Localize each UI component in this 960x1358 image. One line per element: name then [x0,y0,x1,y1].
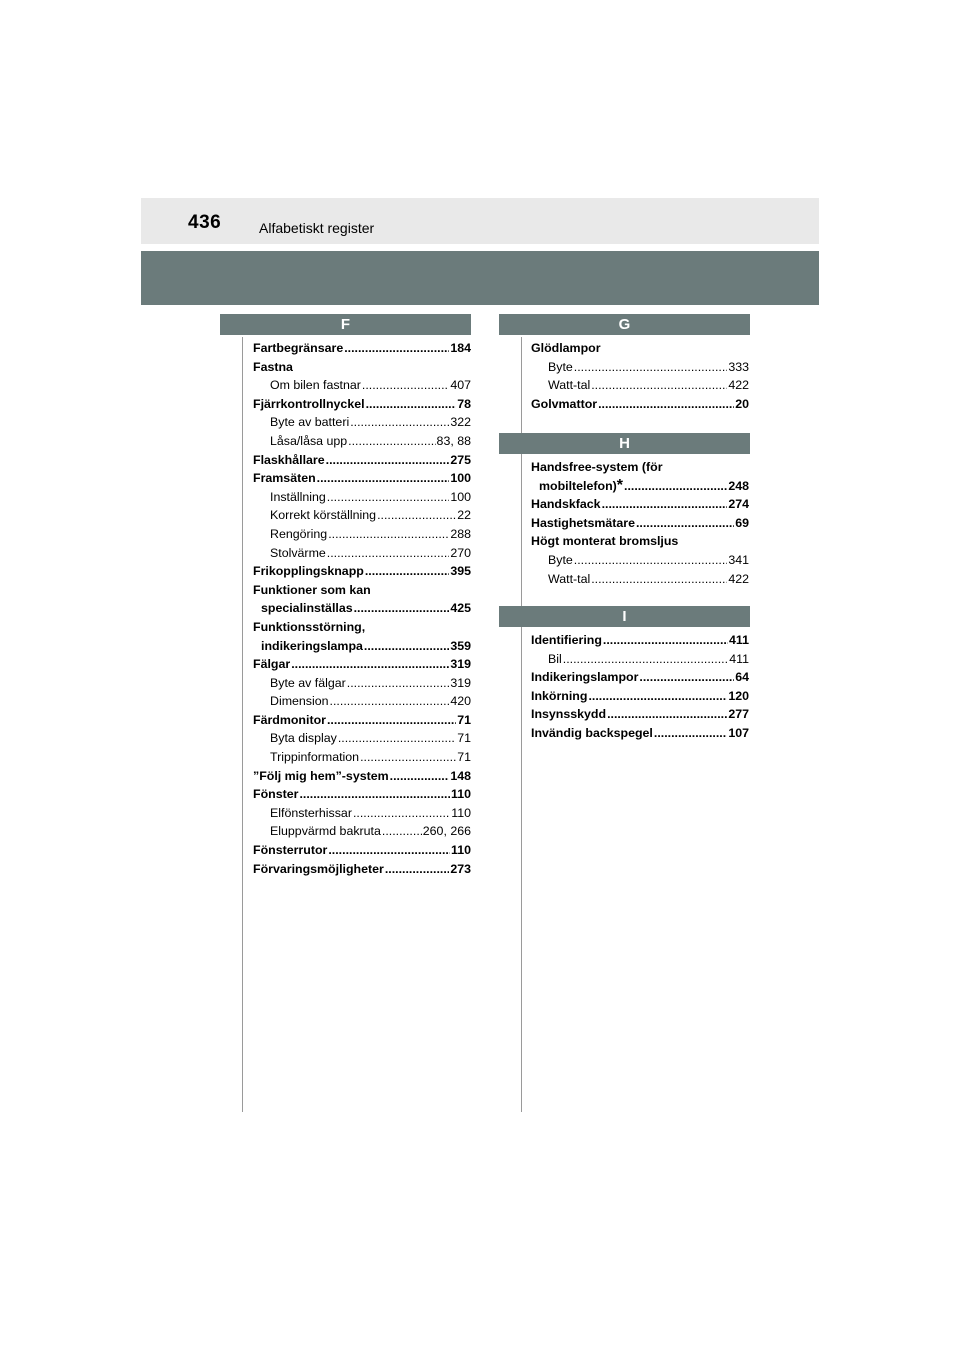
dot-leader [299,785,450,804]
index-term: Byta display [270,731,337,746]
index-entry [253,506,471,525]
index-term: Inställning [270,489,326,504]
index-entry [253,692,471,711]
page-reference[interactable]: 407 [450,378,471,393]
letter-header-h: H [499,433,750,454]
index-term: Funktionsstörning, [253,619,366,634]
page-reference[interactable]: 78 [457,396,471,411]
page-reference[interactable]: 322 [450,415,471,430]
index-entry [531,724,749,743]
page-reference[interactable]: 333 [728,359,749,374]
page-reference[interactable]: 422 [728,571,749,586]
page-reference[interactable]: 148 [450,768,471,783]
page-reference[interactable]: 71 [457,731,471,746]
page-reference[interactable]: 69 [735,515,749,530]
index-term: Färdmonitor [253,712,326,727]
index-term: Funktioner som kan [253,582,371,597]
dot-leader [574,358,728,377]
dot-leader [603,631,728,650]
page-reference[interactable]: 71 [457,712,471,727]
index-entry [253,339,471,358]
dot-leader [327,544,450,563]
index-term: Dimension [270,694,329,709]
index-term: Korrekt körställning [270,508,377,523]
dot-leader [377,506,456,525]
index-term: Elfönsterhissar [270,805,352,820]
index-term: Om bilen fastnar [270,378,361,393]
index-term: Identifiering [531,633,602,647]
index-entry [531,514,749,533]
index-term: Byte [548,359,573,374]
page-reference[interactable]: 288 [450,526,471,541]
page-reference[interactable]: 248 [728,478,749,493]
index-term: Eluppvärmd bakruta [270,824,381,839]
index-term: specialinställas [261,601,353,616]
dot-leader [591,570,727,589]
index-entry [253,525,471,544]
dot-leader [382,822,422,841]
index-entry [253,637,471,656]
index-term: Högt monterat bromsljus [531,534,679,549]
index-entry [253,841,471,860]
page-reference[interactable]: 260, 266 [422,824,471,839]
index-term: Glödlampor [531,341,601,355]
index-entry [531,495,749,514]
dot-leader [654,724,727,743]
page-reference[interactable]: 110 [451,787,471,802]
dot-leader [327,711,456,730]
index-term: ”Följ mig hem”-system [253,768,389,783]
index-entry [253,822,471,841]
index-entry [531,458,749,477]
index-entry [253,748,471,767]
dot-leader [385,860,449,879]
dot-leader [624,477,727,496]
index-entry [253,674,471,693]
index-term: Fälgar [253,657,291,672]
index-term: Byte [548,552,573,567]
dot-leader [328,525,449,544]
dot-leader [602,495,728,514]
page-reference[interactable]: 411 [729,651,749,666]
index-term: indikeringslampa [261,638,363,653]
page-reference[interactable]: 422 [728,378,749,393]
index-term: Byte av batteri [270,415,350,430]
index-term: Rengöring [270,526,328,541]
index-entry [253,860,471,879]
dot-leader [353,804,450,823]
dot-leader [347,674,450,693]
page-reference[interactable]: 71 [457,750,471,765]
letter-header-g: G [499,314,750,335]
page-reference[interactable]: 270 [450,545,471,560]
dot-leader [362,376,449,395]
index-term: Watt-tal [548,571,591,586]
page-reference[interactable]: 64 [735,670,749,685]
index-term: Fönsterrutor [253,843,328,858]
index-term: Bil [548,651,562,666]
index-entry [253,469,471,488]
index-term: Frikopplingsknapp [253,564,364,579]
index-entry [531,532,749,551]
page-reference[interactable]: 275 [450,452,471,467]
index-term: Golvmattor [531,396,598,411]
index-term: Flaskhållare [253,452,325,467]
index-list-h [531,458,749,588]
index-entry [531,705,749,724]
index-term: Fastna [253,359,293,374]
page-reference[interactable]: 277 [728,707,749,722]
index-term: Hastighetsmätare [531,515,635,530]
index-term: Fjärrkontrollnyckel [253,396,365,411]
dot-leader [639,668,734,687]
index-term: Handsfree-system (för [531,460,663,474]
index-entry: mobiltelefon) * ..... 248 [531,477,749,496]
page-reference[interactable]: 411 [729,633,749,647]
page-number: 436 [188,212,222,233]
page-reference[interactable]: 100 [450,471,471,486]
dot-leader [366,395,457,414]
index-term: Trippinformation [270,750,360,765]
index-term: mobiltelefon) [539,478,617,493]
index-entry [253,804,471,823]
index-entry [531,358,749,377]
index-entry [253,488,471,507]
dot-leader [330,692,450,711]
page-reference[interactable]: 319 [450,675,471,690]
index-entry [253,729,471,748]
page-reference[interactable]: 184 [450,341,471,355]
index-term: Låsa/låsa upp [270,433,348,448]
index-entry [531,570,749,589]
page-reference[interactable]: 341 [728,552,749,567]
dot-leader [348,432,435,451]
index-entry [253,562,471,581]
page-reference[interactable]: 425 [450,601,471,616]
dot-leader [291,655,449,674]
dot-leader [364,637,449,656]
header-band [141,251,819,305]
page-reference[interactable]: 395 [450,564,471,579]
page-reference[interactable]: 83, 88 [436,433,471,448]
index-entry [253,376,471,395]
index-entry [531,668,749,687]
left-column-rule [242,337,243,1112]
index-entry [253,599,471,618]
index-term: Indikeringslampor [531,670,639,685]
page-reference[interactable]: 110 [451,843,471,858]
index-term: Insynsskydd [531,707,607,722]
index-entry [253,395,471,414]
index-entry [531,687,749,706]
index-entry [253,711,471,730]
index-term: Fönster [253,787,299,802]
index-entry [253,618,471,637]
index-term: Stolvärme [270,545,326,560]
index-entry [253,413,471,432]
dot-leader [327,488,450,507]
dot-leader [317,469,450,488]
index-entry [253,358,471,377]
index-entry [253,581,471,600]
page-reference[interactable]: 100 [450,489,471,504]
page-reference[interactable]: 120 [728,688,749,703]
index-entry [531,376,749,395]
dot-leader [591,376,727,395]
index-entry [253,544,471,563]
page-header [141,198,819,244]
dot-leader [360,748,456,767]
index-entry [531,395,749,414]
letter-header-i: I [499,606,750,627]
dot-leader [588,687,727,706]
dot-leader [365,562,449,581]
index-entry [253,767,471,786]
page-reference[interactable]: 107 [728,725,749,740]
index-term: Framsäten [253,471,316,486]
index-entry [531,631,749,650]
index-term: Inkörning [531,688,588,703]
dot-leader [636,514,734,533]
index-term: Fartbegränsare [253,341,344,355]
index-list-g [531,339,749,413]
dot-leader [563,650,728,669]
index-list-f [253,339,471,878]
dot-leader [574,551,728,570]
letter-header-f: F [220,314,471,335]
page-reference[interactable]: 274 [728,497,749,512]
dot-leader [390,767,450,786]
index-term: Byte av fälgar [270,675,346,690]
index-term: Förvaringsmöjligheter [253,861,384,876]
index-term: Watt-tal [548,378,591,393]
index-entry [531,650,749,669]
index-entry [253,785,471,804]
index-term: Invändig backspegel [531,725,653,740]
dot-leader [354,599,450,618]
page-reference[interactable]: 110 [451,805,471,820]
page-reference[interactable]: 359 [450,638,471,653]
dot-leader [598,395,734,414]
page-reference[interactable]: 22 [457,508,471,523]
page-reference[interactable]: 420 [450,694,471,709]
dot-leader [328,841,450,860]
dot-leader [607,705,727,724]
page-reference[interactable]: 273 [450,861,471,876]
index-entry [531,339,749,358]
index-entry [531,551,749,570]
page-reference[interactable]: 20 [735,396,749,411]
index-list-i [531,631,749,743]
dot-leader [326,451,450,470]
index-entry [253,432,471,451]
section-title: Alfabetiskt register [259,220,375,236]
page-reference[interactable]: 319 [450,657,471,672]
dot-leader [338,729,456,748]
index-entry [253,655,471,674]
dot-leader [344,339,449,358]
index-term: Handskfack [531,497,601,512]
dot-leader [350,413,449,432]
index-entry [253,451,471,470]
